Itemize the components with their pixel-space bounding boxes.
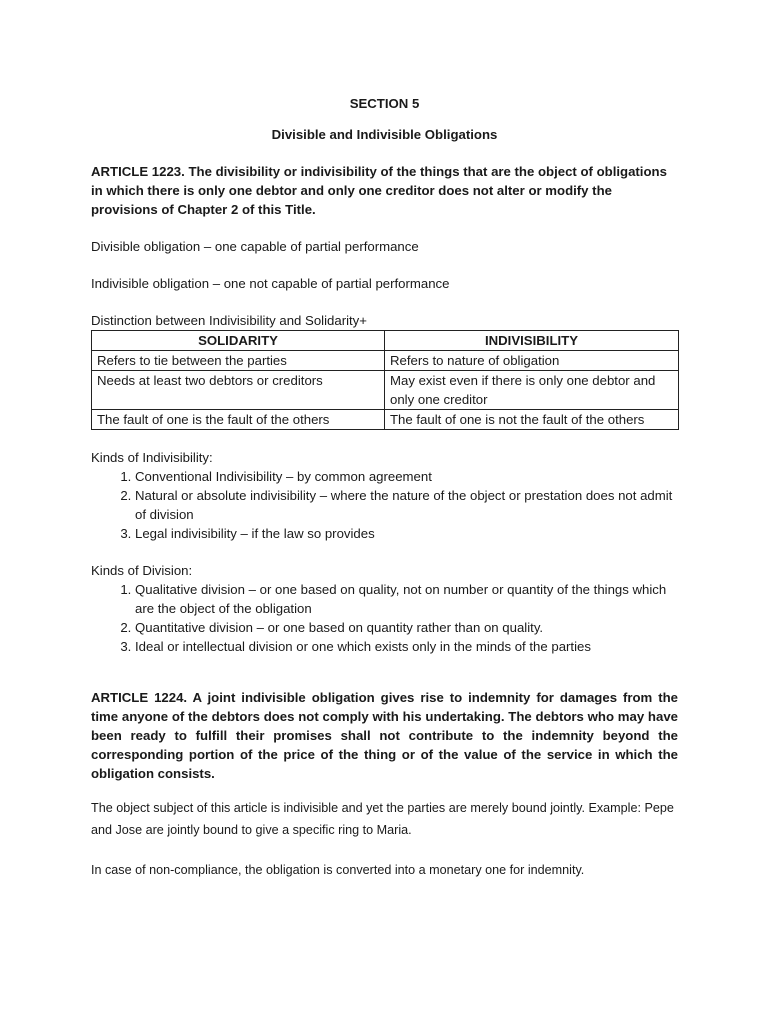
table-row — [92, 351, 679, 371]
table-row — [92, 410, 679, 430]
table-header-indivisibility: INDIVISIBILITY — [385, 331, 679, 351]
list-item: 2. Natural or absolute indivisibility – where the nature of the object or prestation does not admit of division — [135, 486, 678, 524]
table-cell: May exist even if there is only one debtor and only one creditor — [385, 371, 679, 410]
list-item: 3. Legal indivisibility – if the law so provides — [135, 524, 678, 543]
table-cell: The fault of one is the fault of the others — [92, 410, 385, 430]
table-cell: Refers to tie between the parties — [92, 351, 385, 371]
distinction-table — [91, 330, 679, 430]
kinds-indivisibility-heading: Kinds of Indivisibility: — [91, 450, 213, 465]
table-cell: The fault of one is not the fault of the others — [385, 410, 679, 430]
non-compliance-note: In case of non-compliance, the obligation is converted into a monetary one for indemnity. — [91, 863, 585, 877]
section-subtitle: Divisible and Indivisible Obligations — [271, 127, 498, 142]
section-title: SECTION 5 — [349, 96, 420, 111]
kinds-indivisibility-list — [91, 467, 678, 543]
table-cell: Needs at least two debtors or creditors — [92, 371, 385, 410]
list-item: 2. Quantitative division – or one based on quantity rather than on quality. — [135, 618, 678, 637]
list-item: 1. Conventional Indivisibility – by common agreement — [135, 467, 678, 486]
distinction-caption: Distinction between Indivisibility and Solidarity+ — [91, 313, 367, 328]
divisible-definition: Divisible obligation – one capable of partial performance — [91, 239, 419, 254]
list-item: 3. Ideal or intellectual division or one which exists only in the minds of the parties — [135, 637, 678, 656]
article-1223: ARTICLE 1223. The divisibility or indivisibility of the things that are the object of obligations in which there is only one debtor and only one creditor does not alter or modify the provisions of Chapter 2 of this Title. — [91, 164, 667, 217]
table-header-solidarity: SOLIDARITY — [92, 331, 385, 351]
kinds-division-list — [91, 580, 678, 656]
object-subject-note: The object subject of this article is indivisible and yet the parties are merely bound jointly. Example: Pepe and Jose are jointly bound to give a specific ring to Maria. — [91, 801, 674, 837]
article-1224: ARTICLE 1224. A joint indivisible obligation gives rise to indemnity for damages from the time anyone of the debtors does not comply with his undertaking. The debtors who may have been ready to fulfill their promises shall not contribute to the indemnity beyond the corresponding portion of the price of the thing or of the value of the service in which the obligation consists. — [91, 690, 678, 781]
kinds-division-heading: Kinds of Division: — [91, 563, 193, 578]
table-row — [92, 371, 679, 410]
table-cell: Refers to nature of obligation — [385, 351, 679, 371]
indivisible-definition: Indivisible obligation – one not capable of partial performance — [91, 276, 450, 291]
list-item: 1. Qualitative division – or one based on quality, not on number or quantity of the things which are the object of the obligation — [135, 580, 678, 618]
table-header-row — [92, 331, 679, 351]
